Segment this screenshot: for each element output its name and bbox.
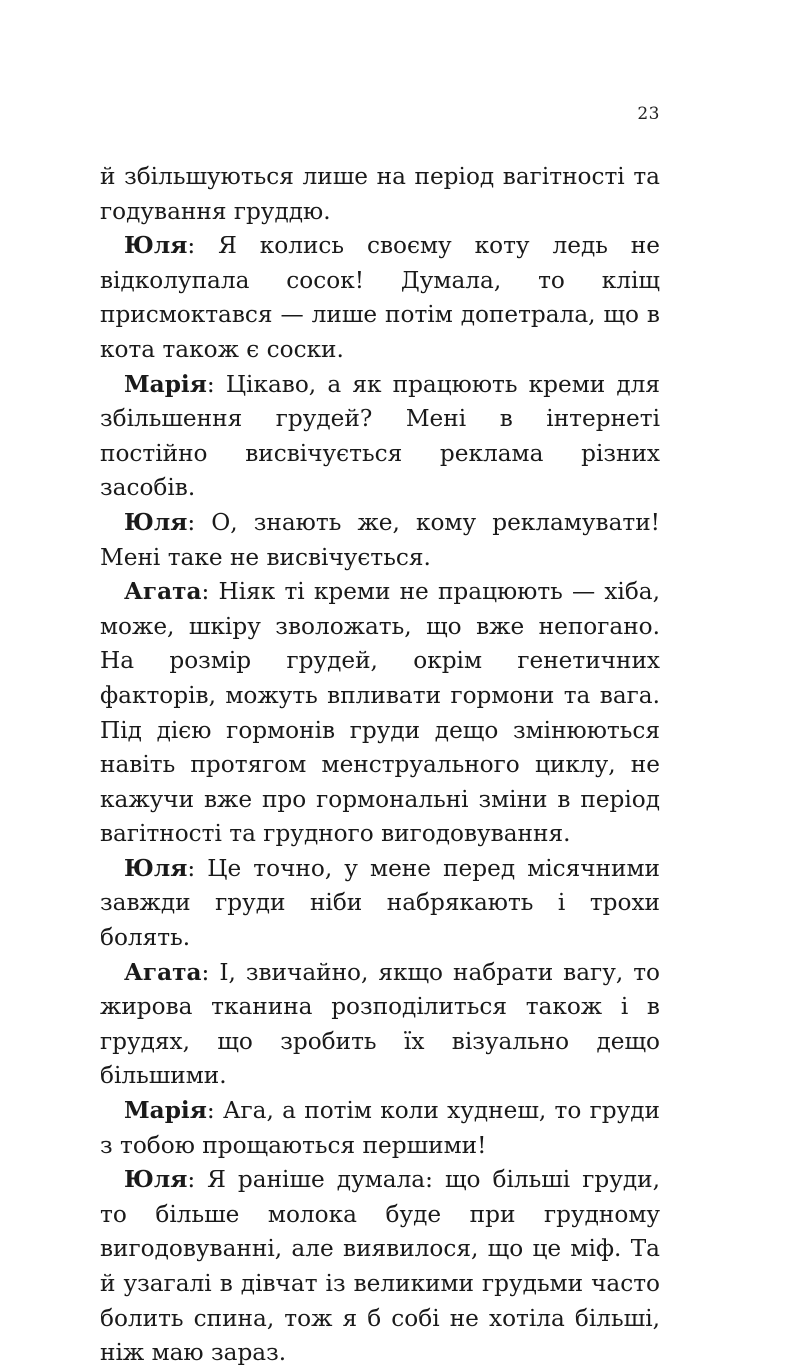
speaker-name: Агата [124,578,202,606]
speaker-name: Юля [124,232,188,260]
paragraph-text: : О, знають же, кому рекламувати! Мені таке не висвічується. [100,508,660,571]
speaker-name: Юля [124,1166,188,1194]
paragraph-text: : Це точно, у мене перед місячними завжди груди ніби набрякають і трохи болять. [100,854,660,952]
paragraph-8 [100,1163,660,1371]
speaker-name: Юля [124,854,188,882]
paragraph-text: : Ніяк ті креми не працюють — хіба, може, шкіру зволожать, що вже непогано. На розмір грудей, окрім генетичних факторів, можуть впливати гормони та вага. Під дією гормонів груди дещо змінюються навіть протягом менструального циклу, не кажучи вже про гормональні зміни в період вагітності та грудного вигодовування. [100,578,660,848]
paragraph-0 [100,160,660,229]
paragraph-5 [100,852,660,956]
paragraph-text: : Цікаво, а як працюють креми для збільшення грудей? Мені в інтернеті постійно висвічується реклама різних засобів. [100,370,660,502]
paragraph-2 [100,368,660,506]
speaker-name: Юля [124,508,188,536]
speaker-name: Агата [124,958,202,986]
page-number: 23 [637,104,660,124]
paragraph-text: й збільшуються лише на період вагітності та годування груддю. [100,163,660,225]
paragraph-text: : Ага, а потім коли худнеш, то груди з тобою прощаються першими! [100,1097,660,1159]
paragraph-text: : Я раніше думала: що більші груди, то більше молока буде при грудному вигодовуванні, але виявилося, що це міф. Та й узагалі в дівчат із великими грудьми часто болить спина, тож я б собі не хотіла більші, ніж маю зараз. [100,1166,660,1367]
paragraph-4 [100,575,660,852]
speaker-name: Марія [124,370,207,398]
paragraph-text: : Я колись своєму коту ледь не відколупала сосок! Думала, то кліщ присмоктався — лише потім допетрала, що в кота також є соски. [100,232,660,363]
paragraph-3 [100,506,660,575]
paragraph-text: : І, звичайно, якщо набрати вагу, то жирова тканина розподілиться також і в грудях, що зробить їх візуально дещо більшими. [100,958,660,1090]
paragraph-6 [100,956,660,1094]
paragraph-1 [100,229,660,367]
speaker-name: Марія [124,1097,207,1125]
paragraph-7 [100,1094,660,1163]
book-text [100,160,660,1371]
